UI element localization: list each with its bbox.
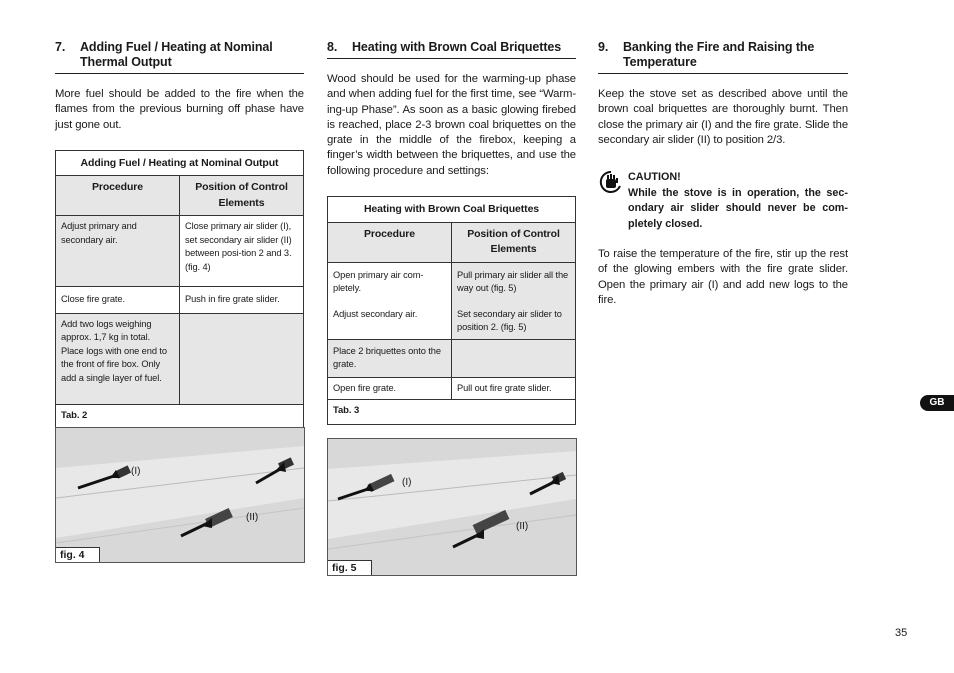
table-cell-position [180,313,304,404]
section-title: Heating with Brown Coal Briquettes [352,40,562,54]
hand-warning-icon [598,170,628,232]
slider-marker: (II) [246,512,259,523]
column-header-position: Position of Control Elements [452,222,576,262]
figure-4 [55,427,305,563]
section-8-body: Wood should be used for the warming-up phase and when adding fuel for the first time, see “Warm-ing-up Phase”. As soon as a basic glowing firebed is reached, place 2-3 brown coal briquettes on the grate in the middle of the firebox, keeping a finger’s width between the briquettes, and use the following procedure and settings: [327,73,576,177]
table-title: Heating with Brown Coal Briquettes [328,197,576,223]
table-row [56,287,304,314]
table-row [328,339,576,377]
figure-label: fig. 4 [55,547,100,563]
table-row [56,313,304,404]
section-7-body: More fuel should be added to the fire when the flames from the previous burning off phase have just gone out. [55,88,304,131]
table-row [56,216,304,287]
table-cell-position [452,339,576,377]
table-cell-position: Push in fire grate slider. [180,287,304,314]
stove-sliders-illustration [56,428,304,562]
section-8-heading [327,40,576,59]
slider-marker: (II) [516,521,529,532]
column-header-procedure: Procedure [328,222,452,262]
table-cell-position: Pull out fire grate slider. [452,377,576,400]
table-cell-procedure: Place 2 briquettes onto the grate. [328,339,452,377]
table-caption: Tab. 2 [56,404,304,429]
position-step: Pull primary air slider all the way out (fig. 5) [457,269,569,294]
language-tab: GB [920,395,954,411]
table-cell-procedure: Adjust primary and secondary air. [56,216,180,287]
table-cell-procedure: Add two logs weighing approx. 1,7 kg in total. Place logs with one end to the front of fire box. Only add a single layer of fuel. [56,313,180,404]
section-9-body-2: To raise the temperature of the fire, stir up the rest of the glowing embers with the fire grate slider. Open the primary air (I) and add new logs to the fire. [598,248,848,307]
table-cell-position [452,262,576,339]
section-9 [598,40,848,308]
section-9-heading [598,40,848,74]
column-header-procedure: Procedure [56,176,180,216]
section-8 [327,40,576,425]
procedure-step: Adjust secondary air. [333,308,418,319]
position-step: Set secondary air slider to position 2. (fig. 5) [457,308,562,333]
slider-marker: (I) [402,477,412,488]
table-row [328,262,576,339]
section-number: 7. [55,40,66,54]
table-cell-procedure [328,262,452,339]
table-cell-position: Close primary air slider (I), set secondary air slider (II) between posi-tion 2 and 3. (fig. 4) [180,216,304,287]
table-2 [55,150,304,430]
figure-label: fig. 5 [327,560,372,576]
section-9-body: Keep the stove set as described above until the brown coal briquettes are thoroughly burnt. Then close the primary air (I) and the fire grate. Slide the secondary air slider (II) to position 2/3. [598,88,848,146]
stove-sliders-illustration [328,439,576,575]
section-7 [55,40,304,429]
table-title: Adding Fuel / Heating at Nominal Output [56,150,304,176]
section-number: 9. [598,40,609,54]
column-header-position: Position of Control Elements [180,176,304,216]
table-cell-procedure: Close fire grate. [56,287,180,314]
page-number: 35 [895,627,908,639]
slider-marker: (I) [131,466,141,477]
caution-text [628,170,848,232]
table-cell-procedure: Open fire grate. [328,377,452,400]
section-7-heading [55,40,304,74]
procedure-step: Open primary air com-pletely. [333,269,424,294]
figure-5 [327,438,577,576]
table-3 [327,196,576,425]
caution-message: While the stove is in operation, the sec-ondary air slider should never be com-pletely closed. [628,186,848,230]
section-title: Adding Fuel / Heating at Nominal Thermal Output [80,40,273,69]
section-title: Banking the Fire and Raising the Temperature [623,40,815,69]
table-caption: Tab. 3 [328,400,576,425]
section-number: 8. [327,40,338,54]
caution-title: CAUTION! [628,171,681,184]
table-row [328,377,576,400]
caution-box [598,170,848,232]
